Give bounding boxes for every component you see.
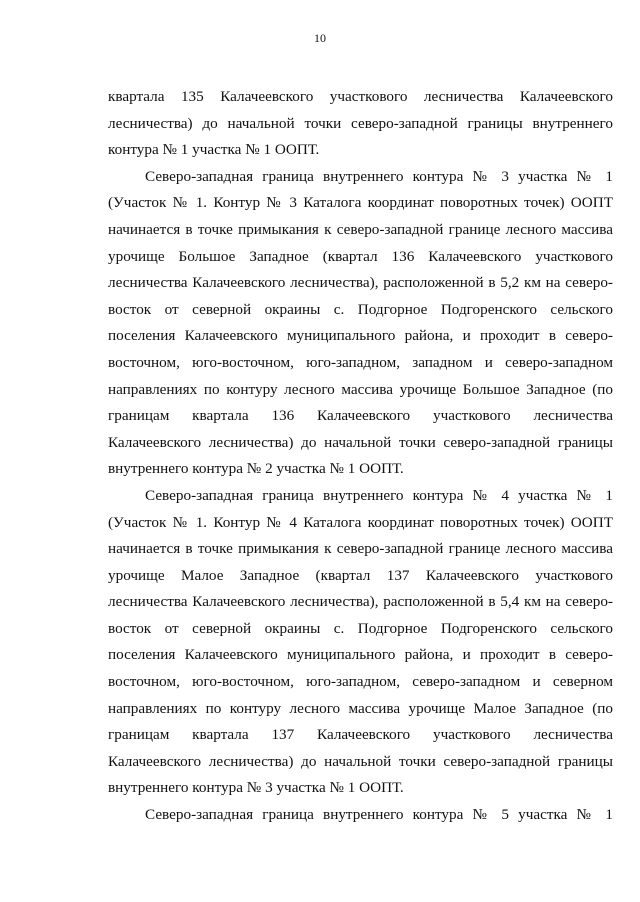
text-line: урочище Большое Западное (квартал 136 Калачеевского участкового (108, 247, 613, 265)
text-line: поселения Калачеевского муниципального района, и проходит в северо- (108, 327, 613, 345)
paragraph (108, 84, 613, 164)
text-line: границам квартала 137 Калачеевского участкового лесничества (108, 726, 613, 744)
paragraph (108, 483, 613, 802)
text-line: (Участок № 1. Контур № 4 Каталога координат поворотных точек) ООПТ (108, 513, 613, 531)
text-line: квартала 135 Калачеевского участкового лесничества Калачеевского (108, 88, 613, 105)
text-line: Северо-западная граница внутреннего контура № 4 участка № 1 (145, 486, 613, 504)
page-number: 10 (314, 31, 326, 45)
paragraph (108, 164, 613, 483)
text-line: направлениях по контуру лесного массива урочище Малое Западное (по (108, 699, 613, 717)
text-line: лесничества Калачеевского лесничества), расположенной в 5,2 км на северо- (108, 274, 613, 292)
text-line: (Участок № 1. Контур № 3 Каталога координат поворотных точек) ООПТ (108, 194, 613, 212)
text-line: восток от северной окраины с. Подгорное Подгоренского сельского (108, 619, 613, 637)
text-line: лесничества Калачеевского лесничества), расположенной в 5,4 км на северо- (108, 593, 613, 611)
text-line: внутреннего контура № 3 участка № 1 ООПТ. (108, 779, 404, 797)
text-line: границам квартала 136 Калачеевского участкового лесничества (108, 407, 613, 425)
text-line: Калачеевского лесничества) до начальной точки северо-западной границы (108, 752, 613, 770)
text-line: Северо-западная граница внутреннего контура № 5 участка № 1 (145, 806, 613, 824)
text-line: восточном, юго-восточном, юго-западном, западном и северо-западном (108, 353, 613, 371)
text-line: направлениях по контуру лесного массива урочище Большое Западное (по (108, 380, 613, 398)
text-line: начинается в точке примыкания к северо-западной границе лесного массива (108, 220, 613, 238)
text-line: восточном, юго-восточном, юго-западном, северо-западном и северном (108, 673, 613, 691)
text-line: урочище Малое Западное (квартал 137 Калачеевского участкового (108, 566, 613, 584)
text-line: поселения Калачеевского муниципального района, и проходит в северо- (108, 646, 613, 664)
document-body (108, 84, 613, 829)
text-line: лесничества) до начальной точки северо-западной границы внутреннего (108, 114, 613, 132)
text-line: контура № 1 участка № 1 ООПТ. (108, 141, 320, 159)
text-line: начинается в точке примыкания к северо-западной границе лесного массива (108, 540, 613, 558)
text-line: восток от северной окраины с. Подгорное Подгоренского сельского (108, 300, 613, 318)
text-line: внутреннего контура № 2 участка № 1 ООПТ. (108, 460, 404, 478)
text-line: Северо-западная граница внутреннего контура № 3 участка № 1 (145, 167, 613, 185)
paragraph (108, 802, 613, 829)
text-line: Калачеевского лесничества) до начальной точки северо-западной границы (108, 433, 613, 451)
